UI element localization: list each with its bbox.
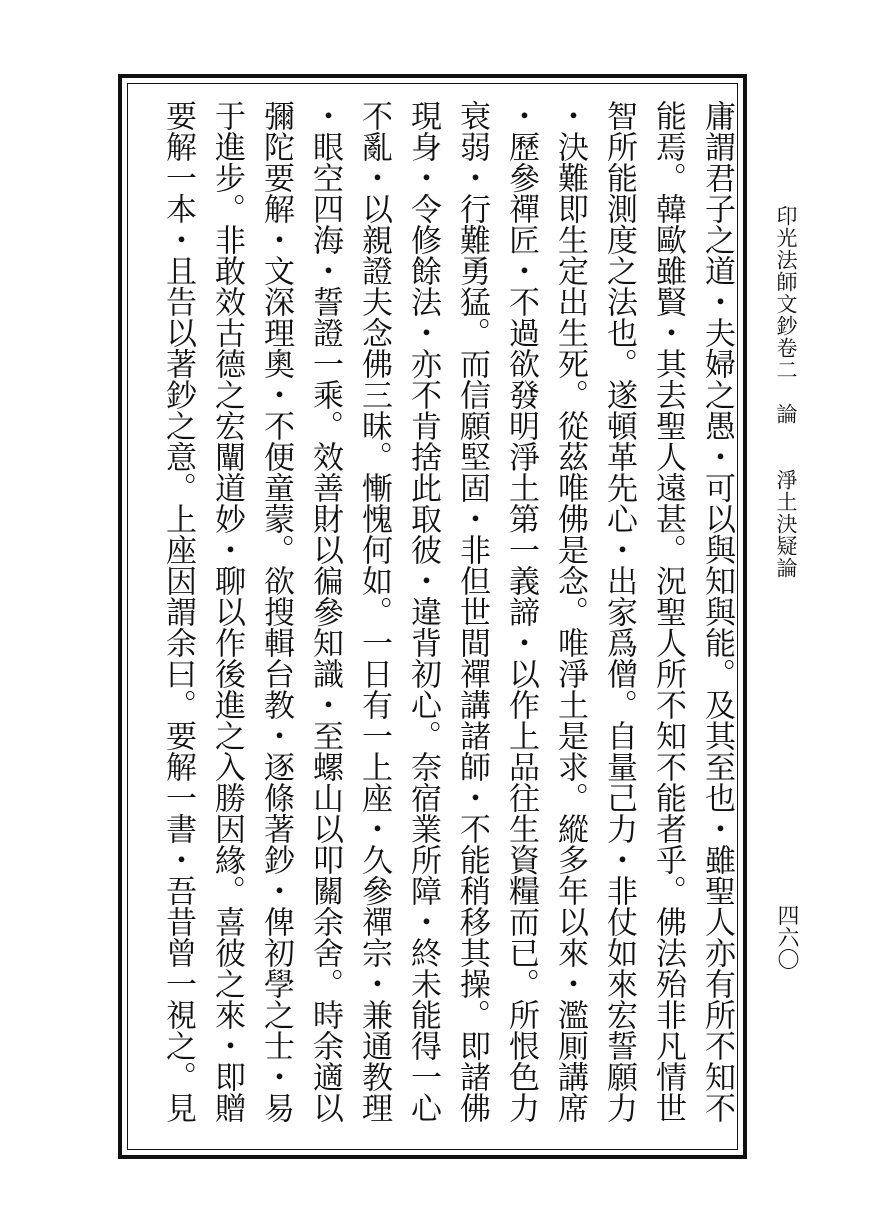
text-column-5: ・歷參禪匠・不過欲發明淨土第一義諦・以作上品往生資糧而已。所恨色力 xyxy=(503,100,539,1123)
text-column-7: 現身・令修餘法・亦不肯捨此取彼・違背初心。奈宿業所障・終未能得一心 xyxy=(405,100,441,1123)
text-column-11: 于進步。非敢效古德之宏闡道妙・聊以作後進之入勝因緣。喜彼之來・即贈 xyxy=(209,100,245,1123)
running-header xyxy=(770,205,802,765)
section-label: 論 xyxy=(774,403,798,425)
text-column-1: 庸謂君子之道・夫婦之愚・可以與知與能。及其至也・雖聖人亦有所不知不 xyxy=(699,100,735,1123)
text-column-12: 要解一本・且告以著鈔之意。上座因謂余曰。要解一書・吾昔曾一視之。見 xyxy=(160,100,196,1123)
text-column-3: 智所能測度之法也。遂頓革先心・出家爲僧。自量己力・非仗如來宏誓願力 xyxy=(601,100,637,1123)
text-column-2: 能焉。韓歐雖賢・其去聖人遠甚。況聖人所不知不能者乎。佛法殆非凡情世 xyxy=(650,100,686,1123)
page-number: 四六〇 xyxy=(774,904,799,970)
chapter-title: 淨土決疑論 xyxy=(774,469,798,579)
text-column-4: ・決難即生定出生死。從茲唯佛是念。唯淨土是求。縱多年以來・濫厠講席 xyxy=(552,100,588,1123)
text-column-6: 衰弱・行難勇猛。而信願堅固・非但世間禪講諸師・不能稍移其操。即諸佛 xyxy=(454,100,490,1123)
text-column-9: ・眼空四海・誓證一乘。效善財以徧參知識・至螺山以叩關余舍。時余適以 xyxy=(307,100,343,1123)
text-column-8: 不亂・以親證夫念佛三昧。慚愧何如。一日有一上座・久參禪宗・兼通教理 xyxy=(356,100,392,1123)
book-title: 印光法師文鈔卷二 xyxy=(774,205,798,381)
text-column-10: 彌陀要解・文深理奧・不便童蒙。欲搜輯台教・逐條著鈔・俾初學之士・易 xyxy=(258,100,294,1123)
